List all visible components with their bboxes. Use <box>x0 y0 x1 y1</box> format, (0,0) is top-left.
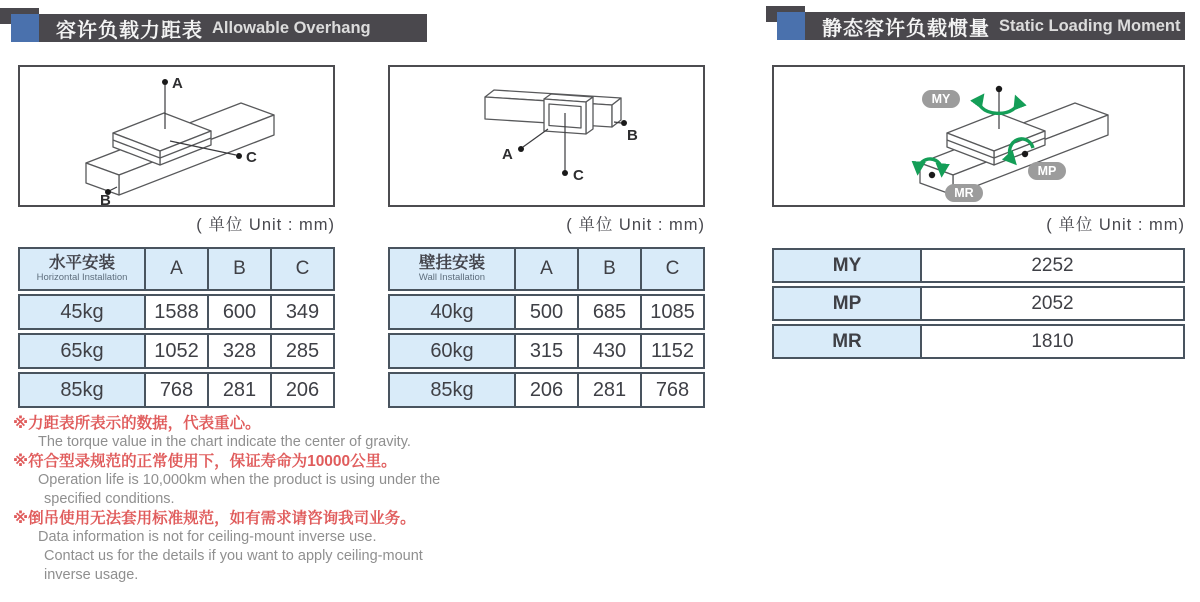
section-title-en: Allowable Overhang <box>212 18 371 37</box>
value-cell: 1085 <box>642 294 705 330</box>
value-cell: 315 <box>516 333 579 369</box>
table-header-row <box>18 247 335 291</box>
unit-label: ( 单位 Unit : mm) <box>1046 216 1185 234</box>
my-badge: MY <box>931 92 951 106</box>
footnote-en-cont: specified conditions. <box>44 491 175 507</box>
value-cell: 1588 <box>146 294 209 330</box>
mp-badge: MP <box>1037 164 1057 178</box>
moment-label-cell: MP <box>772 286 922 321</box>
load-cell: 65kg <box>18 333 146 369</box>
value-cell: 600 <box>209 294 272 330</box>
dim-label-b: B <box>627 127 638 144</box>
table-title-cell <box>18 247 146 291</box>
section-title-en: Static Loading Moment <box>999 16 1181 35</box>
col-header-b: B <box>579 247 642 291</box>
value-cell: 206 <box>272 372 335 408</box>
value-cell: 768 <box>146 372 209 408</box>
col-header-c: C <box>272 247 335 291</box>
footnote-en: Data information is not for ceiling-mount inverse use. <box>38 529 377 545</box>
section-title-zh: 容许负载力距表 <box>56 19 203 42</box>
table-row <box>18 372 335 408</box>
value-cell: 281 <box>579 372 642 408</box>
load-cell: 45kg <box>18 294 146 330</box>
table-header-row <box>388 247 705 291</box>
load-cell: 85kg <box>18 372 146 408</box>
overhang-section-header <box>0 8 427 44</box>
table-row <box>18 333 335 369</box>
col-header-b: B <box>209 247 272 291</box>
mr-badge: MR <box>954 186 974 200</box>
header-bar <box>39 14 427 42</box>
dim-label-c: C <box>246 149 257 166</box>
load-cell: 40kg <box>388 294 516 330</box>
table-row <box>772 324 1185 359</box>
table-title-en: Wall Installation <box>418 272 486 284</box>
table-title-en: Horizontal Installation <box>36 272 128 284</box>
footnote-zh: ※倒吊使用无法套用标准规范，如有需求请咨询我司业务。 <box>13 510 416 527</box>
dim-label-c: C <box>573 167 584 184</box>
table-row <box>388 333 705 369</box>
col-header-a: A <box>146 247 209 291</box>
header-bar <box>805 12 1185 40</box>
wall-installation-diagram <box>388 65 705 207</box>
value-cell: 328 <box>209 333 272 369</box>
footnote-en-cont: Contact us for the details if you want to apply ceiling-mount <box>44 548 423 564</box>
static-moment-table <box>772 245 1185 362</box>
section-title-zh: 静态容许负载惯量 <box>822 17 990 40</box>
col-header-a: A <box>516 247 579 291</box>
value-cell: 1152 <box>642 333 705 369</box>
moment-isometric-drawing <box>774 67 1183 205</box>
moment-label-cell: MY <box>772 248 922 283</box>
table-row <box>388 294 705 330</box>
value-cell: 1052 <box>146 333 209 369</box>
static-moment-diagram <box>772 65 1185 207</box>
horizontal-installation-table <box>18 244 335 411</box>
value-cell: 206 <box>516 372 579 408</box>
table-row <box>772 286 1185 321</box>
dim-label-a: A <box>502 146 513 163</box>
table-title-zh: 水平安装 <box>49 254 115 273</box>
footnote-zh: ※符合型录规范的正常使用下，保证寿命为10000公里。 <box>13 453 397 470</box>
value-cell: 349 <box>272 294 335 330</box>
value-cell: 430 <box>579 333 642 369</box>
value-cell: 685 <box>579 294 642 330</box>
value-cell: 2052 <box>922 286 1185 321</box>
load-cell: 85kg <box>388 372 516 408</box>
value-cell: 500 <box>516 294 579 330</box>
table-title-cell <box>388 247 516 291</box>
header-accent-square <box>11 14 39 42</box>
rail-isometric-drawing <box>20 67 333 205</box>
rail-side-drawing <box>390 67 703 205</box>
dim-label-b: B <box>100 192 111 205</box>
value-cell: 2252 <box>922 248 1185 283</box>
footnote-en: Operation life is 10,000km when the product is using under the <box>38 472 441 488</box>
table-title-zh: 壁挂安装 <box>419 254 485 273</box>
footnotes <box>13 414 513 585</box>
load-cell: 60kg <box>388 333 516 369</box>
moment-label-cell: MR <box>772 324 922 359</box>
dim-label-a: A <box>172 75 183 92</box>
value-cell: 768 <box>642 372 705 408</box>
horizontal-installation-diagram <box>18 65 335 207</box>
table-row <box>388 372 705 408</box>
wall-installation-table <box>388 244 705 411</box>
col-header-c: C <box>642 247 705 291</box>
table-row <box>772 248 1185 283</box>
footnote-en-cont: inverse usage. <box>44 567 139 583</box>
value-cell: 285 <box>272 333 335 369</box>
moment-section-header <box>766 6 1185 42</box>
unit-label: ( 单位 Unit : mm) <box>196 216 335 234</box>
value-cell: 1810 <box>922 324 1185 359</box>
value-cell: 281 <box>209 372 272 408</box>
footnote-zh: ※力距表所表示的数据，代表重心。 <box>13 415 261 432</box>
unit-label: ( 单位 Unit : mm) <box>566 216 705 234</box>
footnote-en: The torque value in the chart indicate the center of gravity. <box>38 434 411 450</box>
table-row <box>18 294 335 330</box>
header-accent-square <box>777 12 805 40</box>
